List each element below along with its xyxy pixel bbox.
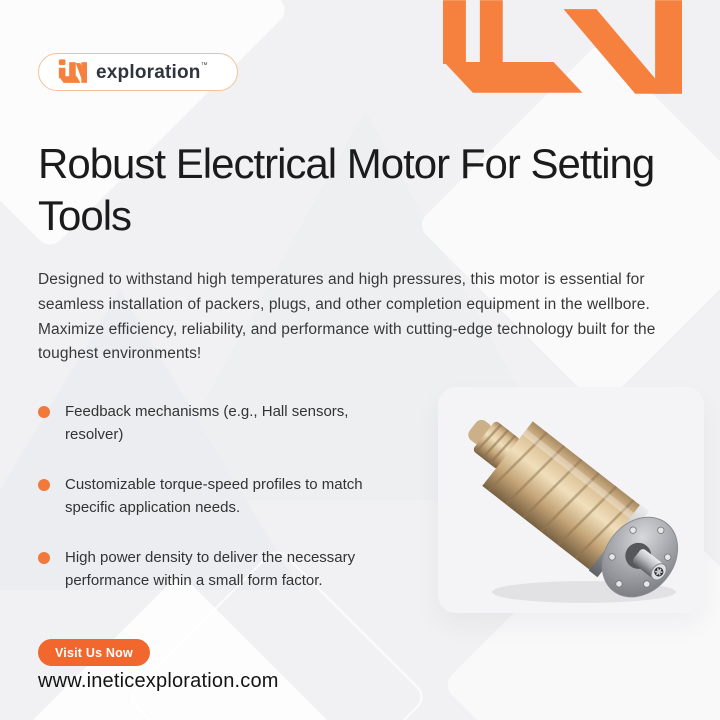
feature-text: High power density to deliver the necessary performance within a small form factor. (65, 548, 356, 589)
visit-us-button[interactable]: Visit Us Now (38, 639, 150, 666)
brand-monogram-icon (443, 0, 682, 94)
brand-wordmark-text: exploration (96, 61, 201, 83)
trademark-symbol: ™ (200, 61, 208, 69)
brand-logo-icon (57, 59, 87, 86)
list-item (38, 474, 398, 520)
product-card (438, 387, 704, 613)
brand-wordmark (96, 63, 208, 82)
feature-list (38, 401, 398, 620)
list-item (38, 547, 398, 593)
website-link[interactable]: www.ineticexploration.com (38, 670, 279, 692)
feature-text: Customizable torque-speed profiles to match specific application needs. (65, 475, 363, 516)
bullet-dot-icon (38, 479, 50, 491)
page-title: Robust Electrical Motor For Setting Tools (38, 140, 655, 240)
feature-text: Feedback mechanisms (e.g., Hall sensors, resolver) (65, 403, 349, 443)
intro-paragraph: Designed to withstand high temperatures and high pressures, this motor is essential for seamless installation of packers, plugs, and other completion equipment in the wellbore. Maximize efficiency, reliability, and performance with cutting-edge technology built for the toughest environments! (38, 271, 656, 363)
motor-product-image (446, 399, 696, 609)
list-item (38, 401, 398, 447)
brand-badge (38, 53, 238, 91)
bullet-dot-icon (38, 552, 50, 564)
bullet-dot-icon (38, 406, 50, 418)
